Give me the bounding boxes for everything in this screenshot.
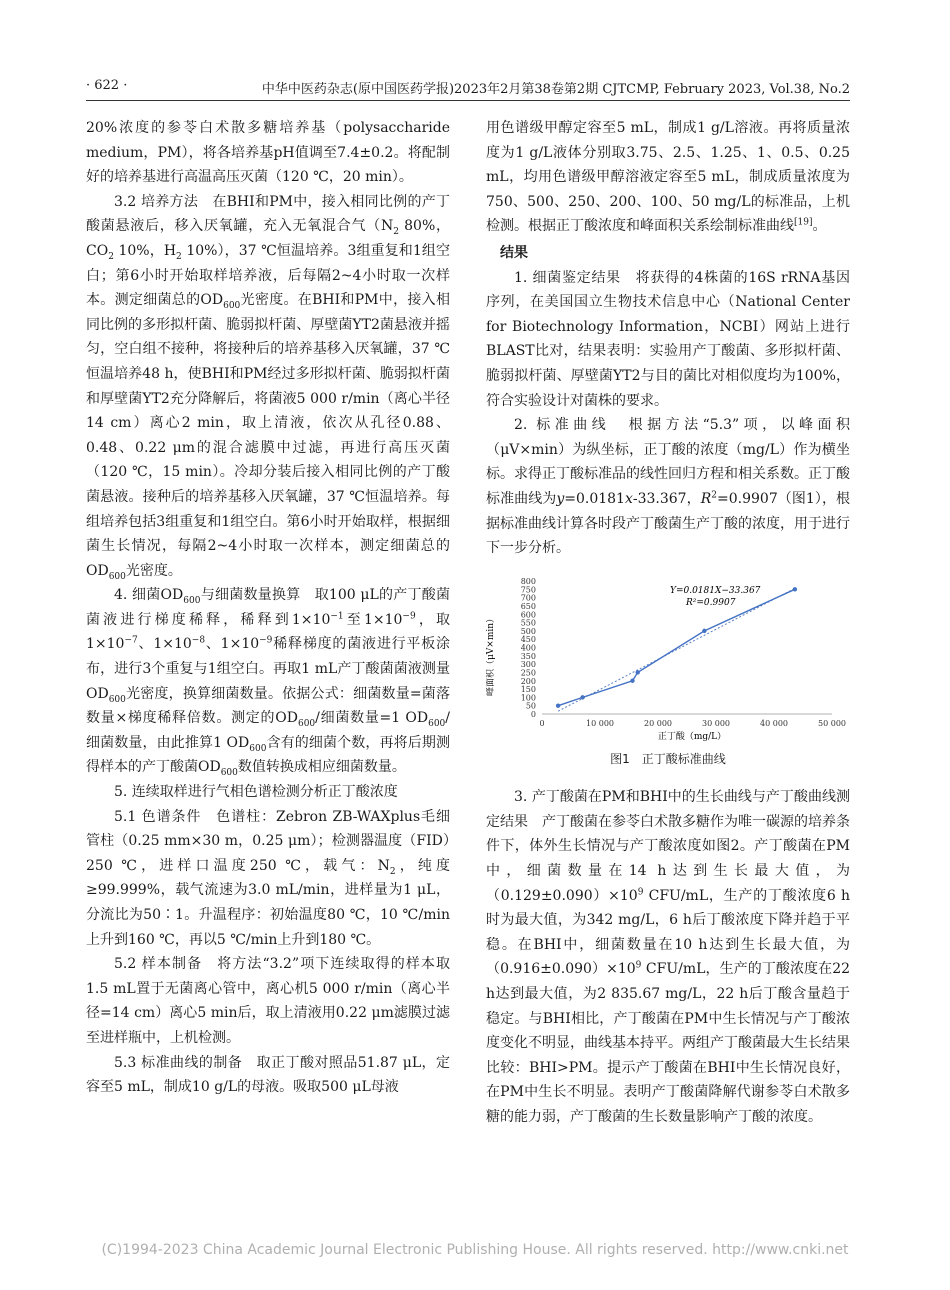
- data-point: [702, 628, 706, 632]
- results-heading: 结果: [500, 244, 528, 261]
- page-number: · 622 ·: [86, 78, 128, 93]
- x-tick-label: 10 000: [586, 718, 614, 728]
- paragraph-growth-curve: 3. 产丁酸菌在PM和BHI中的生长曲线与产丁酸曲线测定结果 产丁酸菌在参苓白术散多糖作为唯一碳源的培养条件下，体外生长情况与产丁酸浓度如图2。产丁酸菌在PM中，细菌数量在14 h达到生长最大值，为$(0.129\pm 0.090)\times 10^9$ CFU/mL，生产的丁酸浓度6 h时为最大值，为342 mg/L，6 h后丁酸浓度下降并趋于平稳。在BHI中，细菌数量在10 h达到生长最大值，为$(0.916\pm 0.090)\times 10^9$ CFU/mL，生产的丁酸浓度在22 h达到最大值，为2 835.67 mg/L，22 h后丁酸含量趋于稳定。与BHI相比，产丁酸菌在PM中生长情况与产丁酸浓度变化不明显，曲线基本持平。两组产丁酸菌最大生长结果比较：BHI>PM。提示产丁酸菌在BHI中生长情况良好，在PM中生长不明显。表明产丁酸菌降解代谢参苓白术散多糖的能力弱，产丁酸菌的生长数量影响产丁酸的浓度。: [486, 789, 850, 1125]
- y-tick-label: 650: [520, 601, 536, 611]
- right-column: [486, 116, 850, 1226]
- paragraph-od-conversion: 4. 细菌$OD_{600}$与细菌数量换算 取100 μL的产丁酸菌菌液进行梯度稀释，稀释到$1\times 10^{-1}$至$1\times 10^{-9}$，取$1\times 10^{-7}$、$1\times 10^{-8}$、$1\times 10^{-9}$稀释梯度的菌液进行平板涂布，进行3个重复与1组空白。再取1 mL产丁酸菌菌液测量$OD_{600}$光密度，换算细菌数量。依据公式：细菌数量=菌落数量×梯度稀释倍数。测定的$OD_{600}/$细菌数量=1 $OD_{600}/$细菌数量，由此推算1 $OD_{600}$含有的细菌个数，再将后期测得样本的产丁酸菌$OD_{600}$数值转换成相应细菌数量。: [86, 587, 450, 779]
- page-header: [86, 70, 850, 101]
- y-tick-label: 150: [520, 684, 536, 694]
- data-point: [636, 670, 640, 674]
- y-tick-label: 0: [530, 709, 536, 719]
- y-tick-label: 300: [520, 659, 536, 669]
- y-tick-label: 100: [520, 693, 536, 703]
- data-point: [630, 678, 634, 682]
- paragraph-chromatography: 5.1 色谱条件 色谱柱：Zebron ZB-WAXplus毛细管柱（0.25 mm×30 m，0.25 μm）；检测器温度（FID）250 ℃，进样口温度250 ℃，载气：$N_2$，纯度≥99.999%，载气流速为3.0 mL/min，进样量为1 μL，分流比为50∶1。升温程序：初始温度80 ℃，10 ℃/min上升到160 ℃，再以5 ℃/min上升到180 ℃。: [86, 808, 450, 948]
- x-tick-label: 20 000: [644, 718, 672, 728]
- y-tick-label: 700: [520, 593, 536, 603]
- paragraph-medium-prep: 20%浓度的参苓白术散多糖培养基（polysaccharide medium，PM），将各培养基pH值调至7.4±0.2。将配制好的培养基进行高温高压灭菌（120 ℃，20 min）。: [86, 120, 450, 186]
- paragraph-standard-prep: 5.3 标准曲线的制备 取正丁酸对照品51.87 μL，定容至5 mL，制成10 g/L的母液。吸取500 μL母液: [86, 1054, 450, 1096]
- paragraph-identification: 1. 细菌鉴定结果 将获得的4株菌的16S rRNA基因序列，在美国国立生物技术信息中心（National Center for Biotechnology Information，NCBI）网站上进行BLAST比对，结果表明：实验用产丁酸菌、多形拟杆菌、脆弱拟杆菌、厚壁菌YT2与目的菌比对相似度均为100%，符合实验设计对菌株的要求。: [486, 269, 850, 409]
- x-tick-label: 30 000: [702, 718, 730, 728]
- paragraph-standard-cont: 用色谱级甲醇定容至5 mL，制成1 g/L溶液。再将质量浓度为1 g/L液体分别取3.75、2.5、1.25、1、0.5、0.25 mL，均用色谱级甲醇溶液定容至5 mL，制成质量浓度为750、500、250、200、100、50 mg/L的标准品，上机检测。根据正丁酸浓度和峰面积关系绘制标准曲线[19]。: [486, 120, 850, 235]
- journal-running-head: 中华中医药杂志(原中国医药学报)2023年2月第38卷第2期 CJTCMP, February 2023, Vol.38, No.2: [261, 82, 850, 97]
- y-tick-label: 400: [520, 643, 536, 653]
- y-tick-label: 750: [520, 585, 536, 594]
- left-column: [86, 116, 450, 1226]
- y-tick-label: 250: [520, 668, 536, 678]
- equation-annotation: Y=0.0181X−33.367: [670, 585, 761, 596]
- y-tick-label: 500: [520, 626, 536, 636]
- y-tick-label: 450: [520, 634, 536, 644]
- paragraph-culture-method: 3.2 培养方法 在BHI和PM中，接入相同比例的产丁酸菌悬液后，移入厌氧罐，充入无氧混合气（$N_2$ 80%，$CO_2$ 10%，$H_2$ 10%），37 ℃恒温培养。3组重复和1组空白；第6小时开始取样培养液，后每隔2~4小时取一次样本。测定细菌总的$OD_{600}$光密度。在BHI和PM中，接入相同比例的多形拟杆菌、脆弱拟杆菌、厚壁菌YT2菌悬液并摇匀，空白组不接种，将接种后的培养基移入厌氧罐，37 ℃恒温培养48 h，使BHI和PM经过多形拟杆菌、脆弱拟杆菌和厚壁菌YT2充分降解后，将菌液5 000 r/min（离心半径14 cm）离心2 min，取上清液，依次从孔径0.88、0.48、0.22 μm的混合滤膜中过滤，再进行高压灭菌（120 ℃，15 min）。冷却分装后接入相同比例的产丁酸菌悬液。接种后的培养基移入厌氧罐，37 ℃恒温培养。每组培养包括3组重复和1组空白。第6小时开始取样，根据细菌生长情况，每隔2~4小时取一次样本，测定细菌总的$OD_{600}$光密度。: [86, 193, 450, 582]
- x-tick-label: 0: [539, 718, 545, 728]
- y-tick-label: 200: [520, 676, 536, 686]
- x-axis-label: 正丁酸（mg/L）: [657, 731, 727, 742]
- y-tick-label: 600: [520, 609, 536, 619]
- x-tick-label: 50 000: [818, 718, 846, 728]
- figure-caption: 图1 正丁酸标准曲线: [610, 751, 726, 766]
- trendline: [558, 585, 795, 711]
- y-tick-label: 50: [525, 701, 536, 711]
- data-point: [556, 703, 560, 707]
- paragraph-gc-title: 5. 连续取样进行气相色谱检测分析正丁酸浓度: [114, 784, 398, 801]
- figure-1: [486, 571, 850, 743]
- r2-annotation: R²=0.9907: [686, 597, 736, 608]
- data-point: [580, 695, 584, 699]
- standard-curve-chart: [486, 571, 850, 743]
- x-tick-label: 40 000: [760, 718, 788, 728]
- data-point: [793, 587, 797, 591]
- y-tick-label: 350: [520, 651, 536, 661]
- paragraph-sample-prep: 5.2 样本制备 将方法“3.2”项下连续取得的样本取1.5 mL置于无菌离心管中，离心机5 000 r/min（离心半径=14 cm）离心5 min后，取上清液用0.22 μm滤膜过滤至进样瓶中，上机检测。: [86, 956, 450, 1046]
- copyright-footer: (C)1994-2023 China Academic Journal Electronic Publishing House. All rights reserved. http://www.cnki.net: [101, 1242, 849, 1258]
- paragraph-standard-curve: 2. 标准曲线 根据方法“5.3”项，以峰面积（μV×min）为纵坐标，正丁酸的浓度（mg/L）作为横坐标。求得正丁酸标准品的线性回归方程和相关系数。正丁酸标准曲线为y=0.0181x-33.367，$R^2=0.9907$（图1），根据标准曲线计算各时段产丁酸菌生产丁酸的浓度，用于进行下一步分析。: [486, 417, 850, 557]
- y-axis-label: 峰面积（μV×min）: [486, 613, 496, 696]
- y-tick-label: 800: [520, 576, 536, 586]
- series-line: [558, 589, 795, 705]
- y-tick-label: 550: [520, 618, 536, 628]
